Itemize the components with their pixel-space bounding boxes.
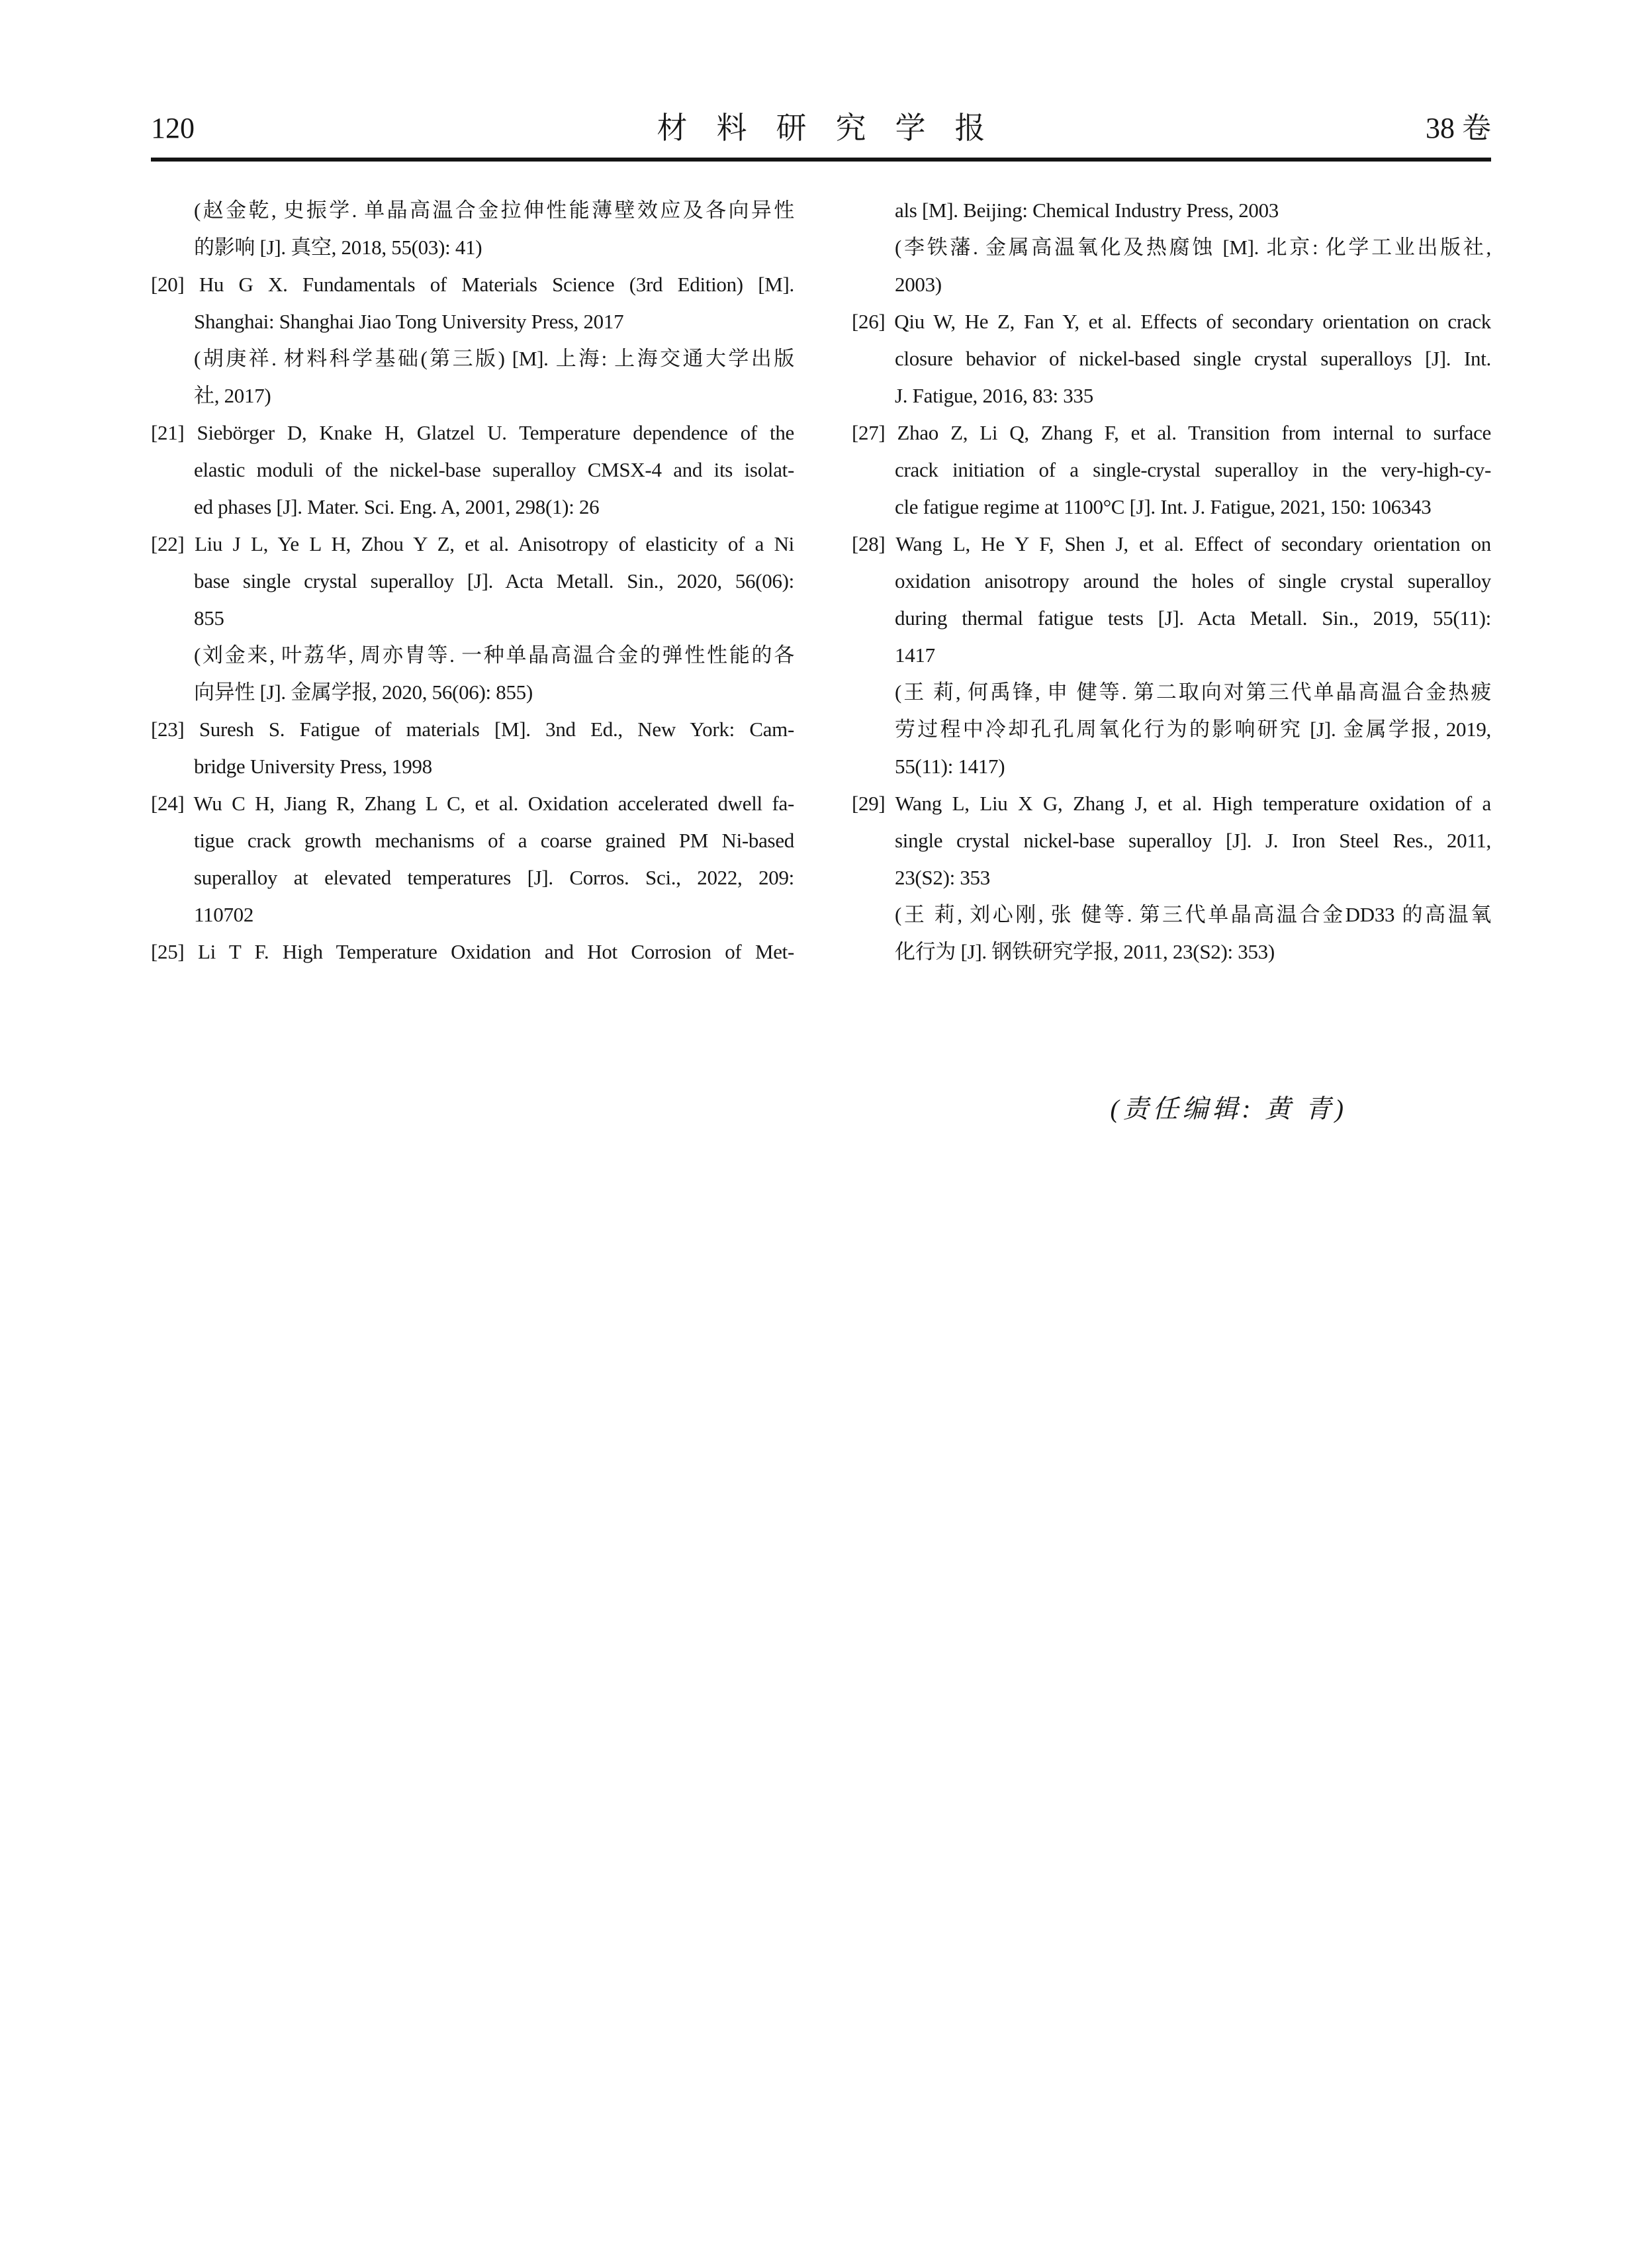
reference-line: cle fatigue regime at 1100°C [J]. Int. J. Fatigue, 2021, 150: 106343 <box>895 495 1432 518</box>
reference-line: 1417 <box>895 643 935 667</box>
reference-line: 110702 <box>194 903 254 926</box>
reference-line: [23] Suresh S. Fatigue of materials [M]. 3nd Ed., New York: Cam- <box>151 718 794 741</box>
reference-line: tigue crack growth mechanisms of a coarse grained PM Ni-based <box>194 829 794 852</box>
reference-line: 的影响 [J]. 真空, 2018, 55(03): 41) <box>194 236 482 259</box>
reference-line: base single crystal superalloy [J]. Acta Metall. Sin., 2020, 56(06): <box>194 569 794 592</box>
reference-line: 向异性 [J]. 金属学报, 2020, 56(06): 855) <box>194 681 533 704</box>
reference-line: Shanghai: Shanghai Jiao Tong University Press, 2017 <box>194 310 624 333</box>
reference-line: [26] Qiu W, He Z, Fan Y, et al. Effects of secondary orientation on crack <box>852 310 1491 333</box>
reference-line: bridge University Press, 1998 <box>194 755 432 778</box>
references-column-right <box>852 192 1491 970</box>
reference-line: 55(11): 1417) <box>895 755 1005 778</box>
reference-line: 2003) <box>895 273 942 296</box>
page-header <box>151 110 1491 147</box>
reference-line: (王 莉, 何禹锋, 申 健等. 第二取向对第三代单晶高温合金热疲 <box>895 681 1491 704</box>
reference-line: [29] Wang L, Liu X G, Zhang J, et al. High temperature oxidation of a <box>852 792 1491 815</box>
reference-line: als [M]. Beijing: Chemical Industry Press, 2003 <box>895 199 1279 222</box>
references-column-left <box>151 192 794 970</box>
reference-line: J. Fatigue, 2016, 83: 335 <box>895 384 1093 407</box>
reference-line: during thermal fatigue tests [J]. Acta Metall. Sin., 2019, 55(11): <box>895 606 1491 630</box>
reference-line: 855 <box>194 606 224 630</box>
reference-line: single crystal nickel-base superalloy [J]. J. Iron Steel Res., 2011, <box>895 829 1491 852</box>
volume-label: 38 卷 <box>1426 112 1491 144</box>
reference-line: [27] Zhao Z, Li Q, Zhang F, et al. Transition from internal to surface <box>852 421 1491 444</box>
header-rule <box>151 158 1491 162</box>
editor-note: (责任编辑: 黄 青) <box>1110 1095 1347 1123</box>
reference-line: [20] Hu G X. Fundamentals of Materials Science (3rd Edition) [M]. <box>151 273 794 296</box>
reference-line: oxidation anisotropy around the holes of single crystal superalloy <box>895 569 1491 592</box>
reference-line: 23(S2): 353 <box>895 866 990 889</box>
page-number: 120 <box>151 112 195 144</box>
reference-line: (赵金乾, 史振学. 单晶高温合金拉伸性能薄壁效应及各向异性 <box>194 199 794 222</box>
reference-line: ed phases [J]. Mater. Sci. Eng. A, 2001, 298(1): 26 <box>194 495 600 518</box>
reference-line: (李铁藩. 金属高温氧化及热腐蚀 [M]. 北京: 化学工业出版社, <box>895 236 1491 259</box>
reference-line: 劳过程中冷却孔孔周氧化行为的影响研究 [J]. 金属学报, 2019, <box>895 718 1491 741</box>
reference-line: [21] Siebörger D, Knake H, Glatzel U. Temperature dependence of the <box>151 421 794 444</box>
reference-line: [28] Wang L, He Y F, Shen J, et al. Effect of secondary orientation on <box>852 532 1491 555</box>
reference-line: (胡庚祥. 材料科学基础(第三版) [M]. 上海: 上海交通大学出版 <box>194 347 794 370</box>
reference-line: closure behavior of nickel-based single crystal superalloys [J]. Int. <box>895 347 1491 370</box>
reference-line: (王 莉, 刘心刚, 张 健等. 第三代单晶高温合金DD33 的高温氧 <box>895 903 1491 926</box>
reference-line: 化行为 [J]. 钢铁研究学报, 2011, 23(S2): 353) <box>895 940 1275 963</box>
reference-line: (刘金来, 叶荔华, 周亦胄等. 一种单晶高温合金的弹性性能的各 <box>194 643 794 667</box>
reference-line: superalloy at elevated temperatures [J]. Corros. Sci., 2022, 209: <box>194 866 794 889</box>
reference-line: [22] Liu J L, Ye L H, Zhou Y Z, et al. Anisotropy of elasticity of a Ni <box>151 532 794 555</box>
reference-line: elastic moduli of the nickel-base superalloy CMSX-4 and its isolat- <box>194 458 794 481</box>
reference-line: 社, 2017) <box>194 384 271 407</box>
reference-line: [24] Wu C H, Jiang R, Zhang L C, et al. Oxidation accelerated dwell fa- <box>151 792 794 815</box>
reference-line: [25] Li T F. High Temperature Oxidation and Hot Corrosion of Met- <box>151 940 794 963</box>
journal-title: 材料研究学报 <box>657 111 1015 145</box>
reference-line: crack initiation of a single-crystal superalloy in the very-high-cy- <box>895 458 1491 481</box>
